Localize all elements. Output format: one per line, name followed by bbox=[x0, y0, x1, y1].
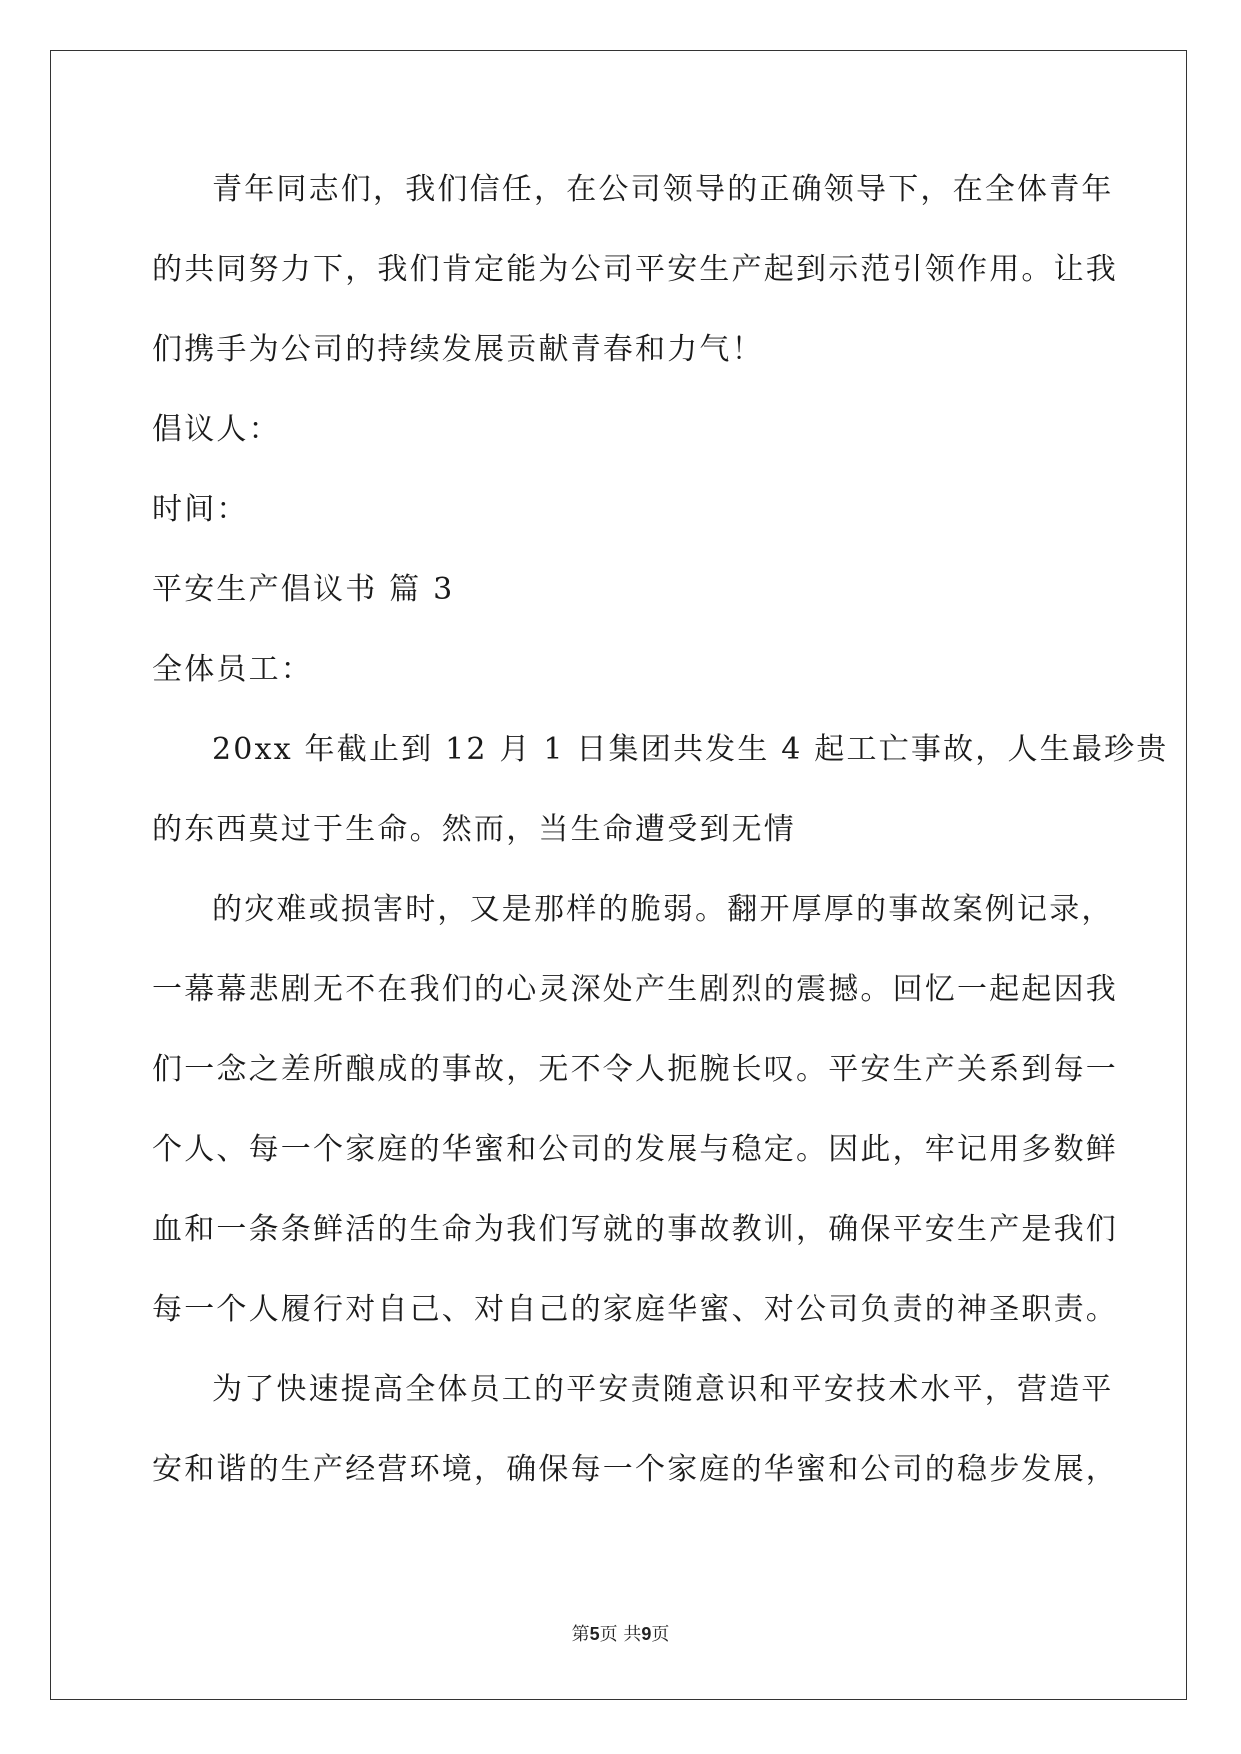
text-line-2: 的共同努力下，我们肯定能为公司平安生产起到示范引领作用。让我 bbox=[152, 252, 1118, 287]
text-line-17: 安和谐的生产经营环境，确保每一个家庭的华蜜和公司的稳步发展， bbox=[152, 1452, 1118, 1487]
current-page-number: 5 bbox=[589, 1624, 600, 1644]
footer-prefix: 第 bbox=[571, 1624, 590, 1645]
text-line-1: 青年同志们，我们信任，在公司领导的正确领导下，在全体青年 bbox=[212, 172, 1114, 207]
page-footer bbox=[0, 1622, 1241, 1647]
salutation: 全体员工： bbox=[152, 652, 313, 687]
text-line-5: 时间： bbox=[152, 492, 249, 527]
text-line-12: 们一念之差所酿成的事故，无不令人扼腕长叹。平安生产关系到每一 bbox=[152, 1052, 1118, 1087]
section-heading: 平安生产倡议书 篇 3 bbox=[152, 572, 455, 607]
text-line-15: 每一个人履行对自己、对自己的家庭华蜜、对公司负责的神圣职责。 bbox=[152, 1292, 1118, 1327]
total-page-number: 9 bbox=[641, 1624, 652, 1644]
footer-middle: 页 共 bbox=[599, 1624, 642, 1645]
text-line-16: 为了快速提高全体员工的平安责随意识和平安技术水平，营造平 bbox=[212, 1372, 1114, 1407]
text-line-10: 的灾难或损害时，又是那样的脆弱。翻开厚厚的事故案例记录， bbox=[212, 892, 1114, 927]
text-line-3: 们携手为公司的持续发展贡献青春和力气！ bbox=[152, 332, 764, 367]
text-line-9: 的东西莫过于生命。然而，当生命遭受到无情 bbox=[152, 812, 796, 847]
text-line-8: 20xx 年截止到 12 月 1 日集团共发生 4 起工亡事故，人生最珍贵 bbox=[212, 732, 1169, 767]
text-line-14: 血和一条条鲜活的生命为我们写就的事故教训，确保平安生产是我们 bbox=[152, 1212, 1118, 1247]
text-line-13: 个人、每一个家庭的华蜜和公司的发展与稳定。因此，牢记用多数鲜 bbox=[152, 1132, 1118, 1167]
footer-suffix: 页 bbox=[651, 1624, 670, 1645]
text-line-11: 一幕幕悲剧无不在我们的心灵深处产生剧烈的震撼。回忆一起起因我 bbox=[152, 972, 1118, 1007]
text-line-4: 倡议人： bbox=[152, 412, 281, 447]
